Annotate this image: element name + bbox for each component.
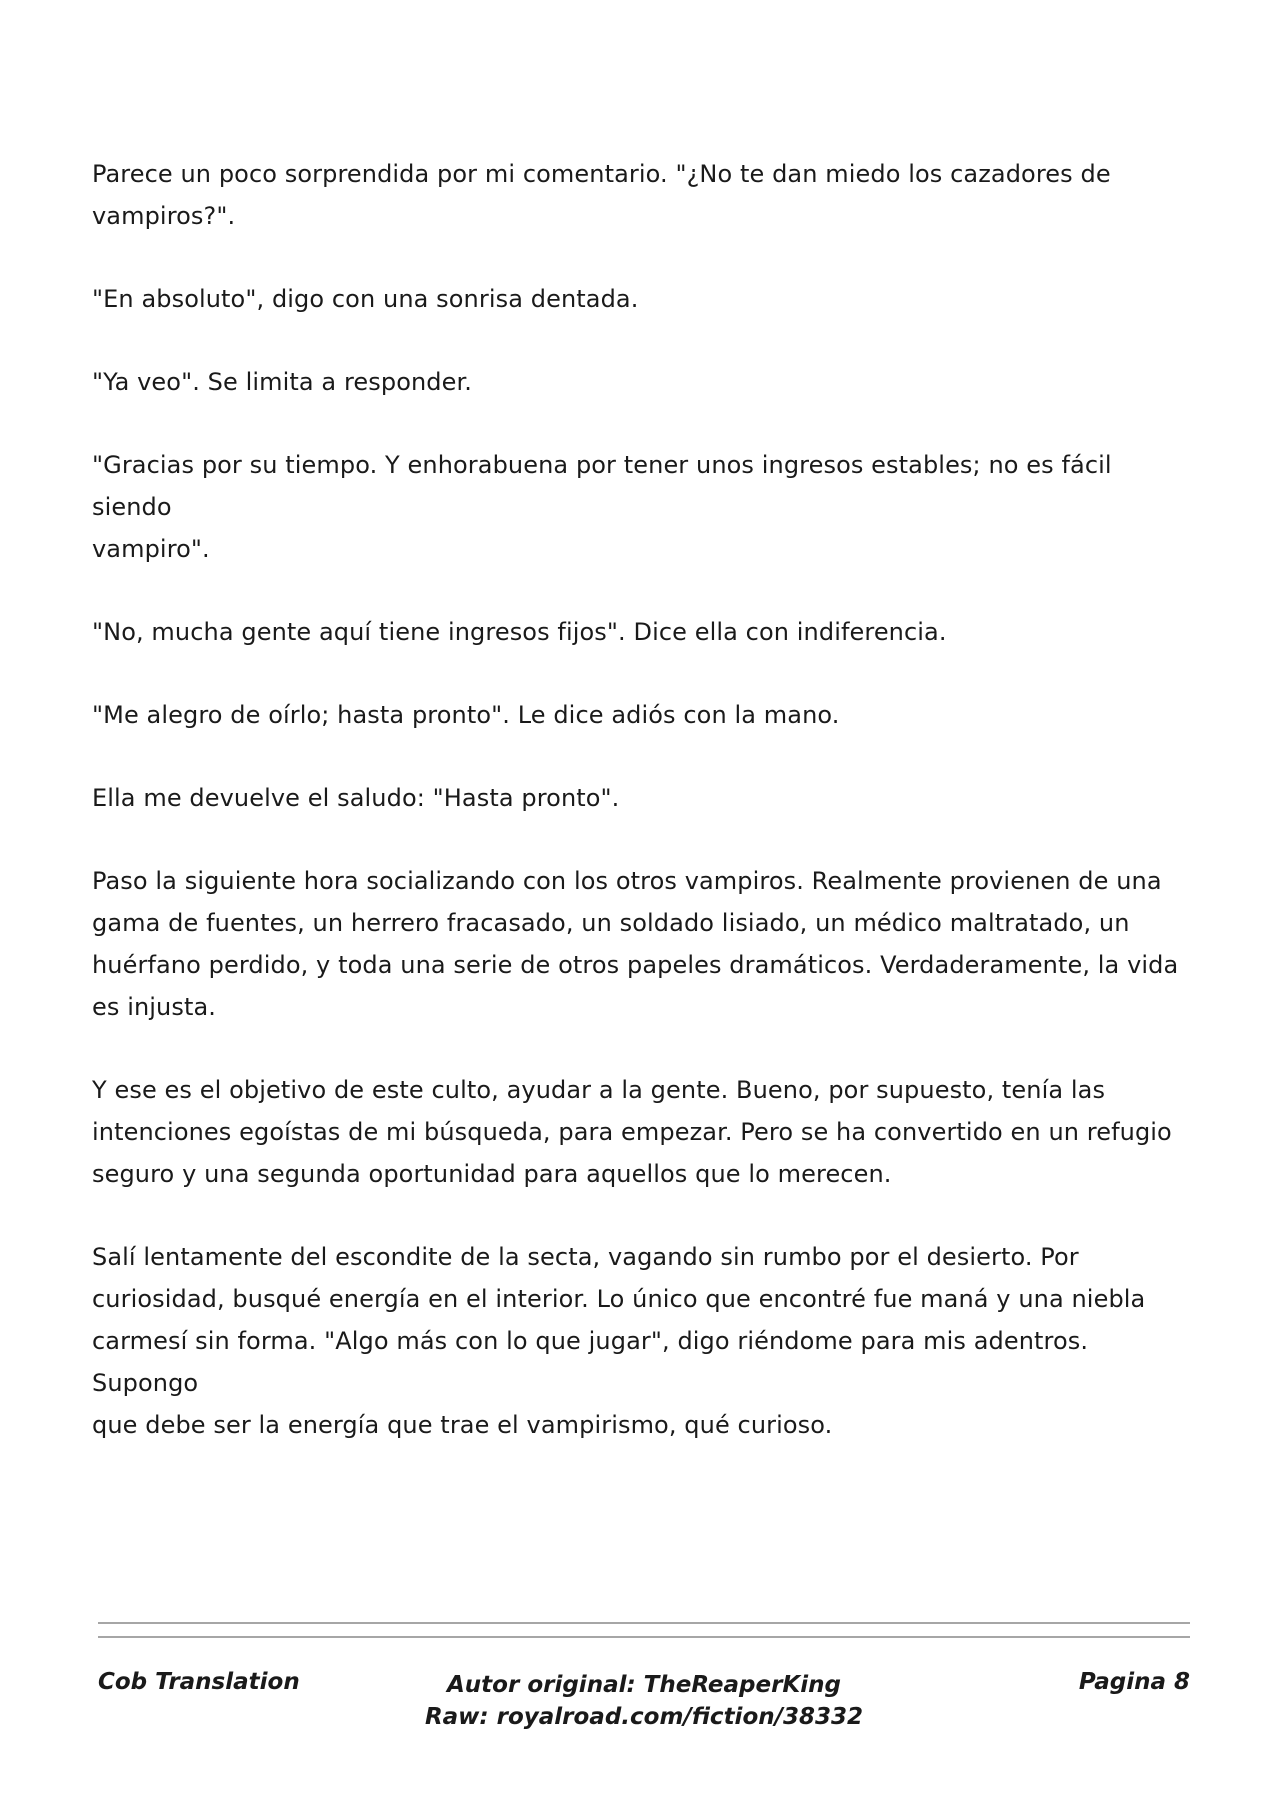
document-body: [92, 153, 1192, 1487]
paragraph-3: "Ya veo". Se limita a responder.: [92, 368, 473, 396]
paragraph-8: Paso la siguiente hora socializando con los otros vampiros. Realmente provienen de una gama de fuentes, un herrero fracasado, un soldado lisiado, un médico maltratado, un huérfano perdido, y toda una serie de otros papeles dramáticos. Verdaderamente, la vida es injusta.: [92, 867, 1179, 1021]
paragraph-9: Y ese es el objetivo de este culto, ayudar a la gente. Bueno, por supuesto, tenía las intenciones egoístas de mi búsqueda, para empezar. Pero se ha convertido en un refugio seguro y una segunda oportunidad para aquellos que lo merecen.: [92, 1076, 1172, 1188]
paragraph-4: "Gracias por su tiempo. Y enhorabuena por tener unos ingresos estables; no es fácil siendo vampiro".: [92, 451, 1112, 563]
footer-rule-bottom: [98, 1636, 1190, 1638]
page-footer: [98, 1669, 1190, 1749]
paragraph-1: Parece un poco sorprendida por mi comentario. "¿No te dan miedo los cazadores de vampiros?".: [92, 160, 1111, 230]
footer-translator: Cob Translation: [98, 1669, 300, 1695]
paragraph-6: "Me alegro de oírlo; hasta pronto". Le dice adiós con la mano.: [92, 701, 840, 729]
paragraph-2: "En absoluto", digo con una sonrisa dentada.: [92, 285, 639, 313]
page-number: Pagina 8: [1078, 1669, 1190, 1695]
paragraph-7: Ella me devuelve el saludo: "Hasta pronto".: [92, 784, 620, 812]
paragraph-10: Salí lentamente del escondite de la secta, vagando sin rumbo por el desierto. Por curiosidad, busqué energía en el interior. Lo único que encontré fue maná y una niebla carmesí sin forma. "Algo más con lo que jugar", digo riéndome para mis adentros. Supongo que debe ser la energía que trae el vampirismo, qué curioso.: [92, 1243, 1146, 1439]
paragraph-5: "No, mucha gente aquí tiene ingresos fijos". Dice ella con indiferencia.: [92, 618, 947, 646]
footer-credits: [98, 1669, 1190, 1733]
footer-source-link: Raw: royalroad.com/fiction/38332: [424, 1704, 864, 1730]
footer-author: Autor original: TheReaperKing: [447, 1672, 841, 1698]
footer-rule-top: [98, 1622, 1190, 1624]
